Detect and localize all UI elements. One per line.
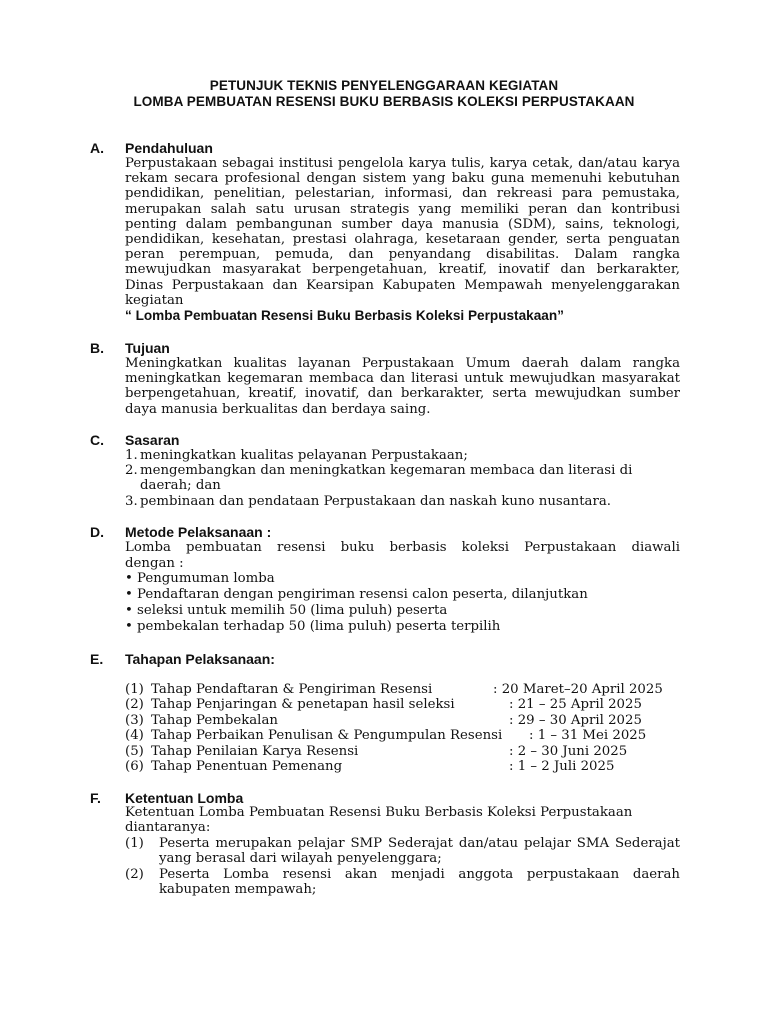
bullet-icon: • [125,587,133,602]
bullet-icon: • [125,603,133,618]
section-f-intro-continued: diantaranya: [125,820,211,835]
section-a-body: Perpustakaan sebagai institusi pengelola karya tulis, karya cetak, dan/atau karya rekam secara profesional dengan sistem yang baku guna memenuhi kebutuhan pendidikan, penelitian, pelestarian, informasi, dan rekreasi para pemustaka, merupakan salah satu urusan strategis yang memiliki peran dan kontribusi penting dalam pembangunan sumber daya manusia (SDM), sains, teknologi, pendidikan, kesehatan, prestasi olahraga, kesetaraan gender, serta penguatan peran perempuan, pemuda, dan penyandang disabilitas. Dalam rangka mewujudkan masyarakat berpengetahuan, kreatif, inovatif dan berkarakter, Dinas Perpustakaan dan Kearsipan Kabupaten Mempawah menyelenggarakan kegiatan [125,156,680,308]
schedule-number: (2) [125,697,144,712]
section-f-intro: Ketentuan Lomba Pembuatan Resensi Buku Berbasis Koleksi Perpustakaan [125,805,633,820]
schedule-number: (4) [125,728,144,743]
section-b-heading: Tujuan [125,340,170,356]
document-title-line-2: LOMBA PEMBUATAN RESENSI BUKU BERBASIS KOLEKSI PERPUSTAKAAN [133,94,635,109]
list-item-number: (2) [125,867,144,882]
schedule-date: : 29 – 30 April 2025 [509,713,642,728]
list-item-text: meningkatkan kualitas pelayanan Perpustakaan; [140,448,468,463]
section-a-event-name: “ Lomba Pembuatan Resensi Buku Berbasis Koleksi Perpustakaan” [125,308,564,323]
list-item-number: 1. [125,448,138,463]
section-d-intro-continued: dengan : [125,556,184,571]
list-item [125,836,680,866]
list-item-number: 3. [125,494,138,509]
schedule-number: (1) [125,682,144,697]
section-c-letter: C. [90,432,104,448]
list-item-text: mengembangkan dan meningkatkan kegemaran membaca dan literasi di daerah; dan [140,463,633,494]
list-item [125,603,447,618]
section-e-heading: Tahapan Pelaksanaan: [125,651,275,667]
schedule-number: (5) [125,744,144,759]
schedule-date: : 2 – 30 Juni 2025 [509,744,628,759]
schedule-stage: Tahap Pendaftaran & Pengiriman Resensi [151,682,433,697]
schedule-stage: Tahap Perbaikan Penulisan & Pengumpulan Resensi [151,728,503,743]
list-item-text: seleksi untuk memilih 50 (lima puluh) peserta [137,603,448,618]
schedule-stage: Tahap Penilaian Karya Resensi [151,744,359,759]
schedule-date: : 1 – 31 Mei 2025 [529,728,647,743]
schedule-row [125,744,685,760]
schedule-date: : 21 – 25 April 2025 [509,697,642,712]
list-item-number: (1) [125,836,144,851]
schedule-row [125,682,685,698]
section-a-letter: A. [90,140,104,156]
document-title-line-1: PETUNJUK TEKNIS PENYELENGGARAAN KEGIATAN [209,78,559,93]
schedule-stage: Tahap Penjaringan & penetapan hasil seleksi [151,697,455,712]
section-e-letter: E. [90,651,104,667]
section-a-heading: Pendahuluan [125,140,213,156]
list-item [125,587,588,602]
list-item [125,619,500,634]
schedule-row [125,713,685,729]
list-item [125,463,680,493]
section-b-letter: B. [90,340,104,356]
schedule-stage: Tahap Penentuan Pemenang [151,759,343,774]
list-item-text: pembekalan terhadap 50 (lima puluh) peserta terpilih [137,619,501,634]
schedule-date: : 1 – 2 Juli 2025 [509,759,615,774]
list-item [125,494,680,509]
list-item-text: Pendaftaran dengan pengiriman resensi calon peserta, dilanjutkan [137,587,588,602]
list-item-text: Peserta merupakan pelajar SMP Sederajat dan/atau pelajar SMA Sederajat yang berasal dari wilayah penyelenggara; [159,836,680,867]
schedule-stage: Tahap Pembekalan [151,713,278,728]
list-item-text: Pengumuman lomba [137,571,275,586]
section-f-letter: F. [90,790,101,806]
section-d-letter: D. [90,524,104,540]
schedule-date: : 20 Maret–20 April 2025 [493,682,663,697]
section-d-intro: Lomba pembuatan resensi buku berbasis koleksi Perpustakaan diawali [125,540,680,555]
list-item [125,571,275,586]
schedule-row [125,759,685,775]
list-item-number: 2. [125,463,138,478]
section-b-body: Meningkatkan kualitas layanan Perpustakaan Umum daerah dalam rangka meningkatkan kegemaran membaca dan literasi untuk mewujudkan masyarakat berpengetahuan, kreatif, inovatif, dan berkarakter, serta mewujudkan sumber daya manusia berkualitas dan berdaya saing. [125,356,680,417]
section-f-heading: Ketentuan Lomba [125,790,244,806]
section-d-heading: Metode Pelaksanaan : [125,524,272,540]
schedule-number: (6) [125,759,144,774]
bullet-icon: • [125,571,133,586]
bullet-icon: • [125,619,133,634]
list-item-text: Peserta Lomba resensi akan menjadi anggota perpustakaan daerah kabupaten mempawah; [159,867,680,898]
section-c-heading: Sasaran [125,432,180,448]
list-item [125,867,680,897]
list-item-text: pembinaan dan pendataan Perpustakaan dan naskah kuno nusantara. [140,494,611,509]
schedule-number: (3) [125,713,144,728]
schedule-row [125,728,685,744]
schedule-row [125,697,685,713]
list-item [125,448,680,463]
